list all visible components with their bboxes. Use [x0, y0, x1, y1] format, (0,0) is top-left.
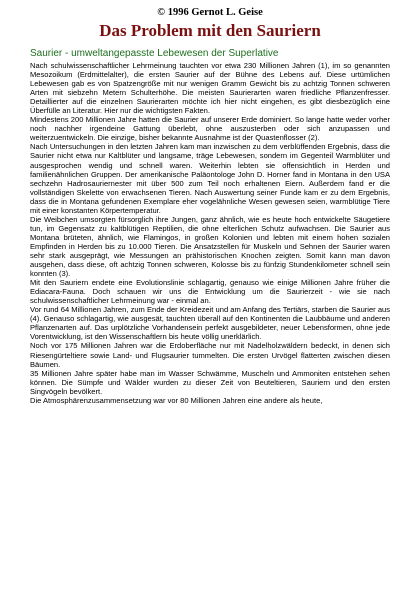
paragraph: Die Weibchen umsorgten fürsorglich ihre Jungen, ganz ähnlich, wie es heute hoch entwickelte Säugetiere tun, im Gegensatz zu kaltblütigen Reptilien, die ohne elterlichen Schutz aufwachsen. Die Saurier aus Montana brüteten, ähnlich, wie Flamingos, in großen Kolonien und lebten mit einem hohen sozialen Empfinden in Herden bis zu 10.000 Tieren. Die Ansatzstellen für Muskeln und Sehnen der Saurier waren sehr stark ausgeprägt, wie Messungen an prähistorischen Knochen zeigten. Somit kann man davon ausgehen, dass diese, oft achtzig Tonnen schweren, Kolosse bis zu fünfzig Stundenkilometer schnell sein konnten (3).	[30, 214, 390, 279]
section-subtitle: Saurier - umweltangepasste Lebewesen der Superlative	[30, 48, 279, 59]
page-title: Das Problem mit den Sauriern	[99, 21, 321, 40]
paragraph: Noch vor 175 Millionen Jahren war die Erdoberfläche nur mit Nadelholzwäldern bedeckt, in denen sich Riesengürteltiere sowie Land- und Flugsaurier tummelten. Die ersten Urvögel flatterten zwischen diesen Bäumen.	[30, 341, 390, 369]
paragraph: Vor rund 64 Millionen Jahren, zum Ende der Kreidezeit und am Anfang des Tertiärs, starben die Saurier aus (4). Genauso schlagartig, wie ausgesät, tauchten überall auf den Kontinenten die Laubbäume und anderen Pflanzenarten auf. Das urplötzliche Vorhandensein perfekt ausgebildeter, neuer Lebensformen, ohne jede Vorentwicklung, ist den Wissenschaftlern bis heute völlig unerklärlich.	[30, 305, 390, 342]
paragraph: Mindestens 200 Millionen Jahre hatten die Saurier auf unserer Erde dominiert. So lange hatte weder vorher noch nachher irgendeine Gattung überlebt, ohne auszusterben oder sich anzupassen und weiterzuentwickeln. Die einzige, bisher bekannte Ausnahme ist der Quastenflosser (2).	[30, 115, 390, 143]
paragraph: Nach schulwissenschaftlicher Lehrmeinung tauchten vor etwa 230 Millionen Jahren (1), im so genannten Mesozoikum (Erdmittelalter), die ersten Saurier auf der Bühne des Lebens auf. Diese urtümlichen Lebewesen gab es von Spatzengröße mit nur wenigen Gramm Gewicht bis zu achtzig Tonnen schweren Arten mit siebzehn Metern Schulterhöhe. Die meisten Saurierarten waren friedliche Pflanzenfresser. Detaillierter auf die einzelnen Saurierarten möchte ich hier nicht eingehen, es gibt diesbezüglich eine Überfülle an Literatur. Hier nur die wichtigsten Fakten.	[30, 61, 390, 116]
paragraph: 35 Millionen Jahre später habe man im Wasser Schwämme, Muscheln und Ammoniten entstehen sehen können. Die Sümpfe und Wälder wurden zu dieser Zeit von Beuteltieren, Sauriern und den ersten Singvögeln bevölkert.	[30, 368, 390, 396]
paragraph: Nach Untersuchungen in den letzten Jahren kam man inzwischen zu dem verblüffenden Ergebnis, dass die Saurier nicht etwa nur Kaltblüter und langsame, träge Lebewesen, sondern im Gegenteil Warmblüter und ausgesprochen wendig und schnell waren. Weiterhin lebten sie offensichtlich in Herden und familienähnlichen Gruppen. Der amerikanische Paläontologe John D. Horner fand in Montana in den USA sechzehn Hadrosauriernester mit über 500 zum Teil noch erhaltenen Eiern. Außerdem fand er die vollständigen Skelette von erwachsenen Tieren. Nach Auswertung seiner Funde kam er zu dem Ergebnis, dass die in Montana gefundenen Exemplare eher vogelähnliche Wesen gewesen seien, warmblütige Tiere mit einer konstanten Körpertemperatur.	[30, 142, 390, 215]
copyright-line: © 1996 Gernot L. Geise	[157, 7, 263, 18]
paragraph: Die Atmosphärenzusammensetzung war vor 80 Millionen Jahren eine andere als heute,	[30, 395, 323, 405]
article-body	[30, 61, 390, 405]
paragraph: Mit den Sauriern endete eine Evolutionslinie schlagartig, genauso wie einige Millionen Jahre früher die Ediacara-Fauna. Doch schauen wir uns die Entwicklung um die Saurierzeit - wie sie nach schulwissenschaftlicher Lehrmeinung war - einmal an.	[30, 278, 390, 306]
